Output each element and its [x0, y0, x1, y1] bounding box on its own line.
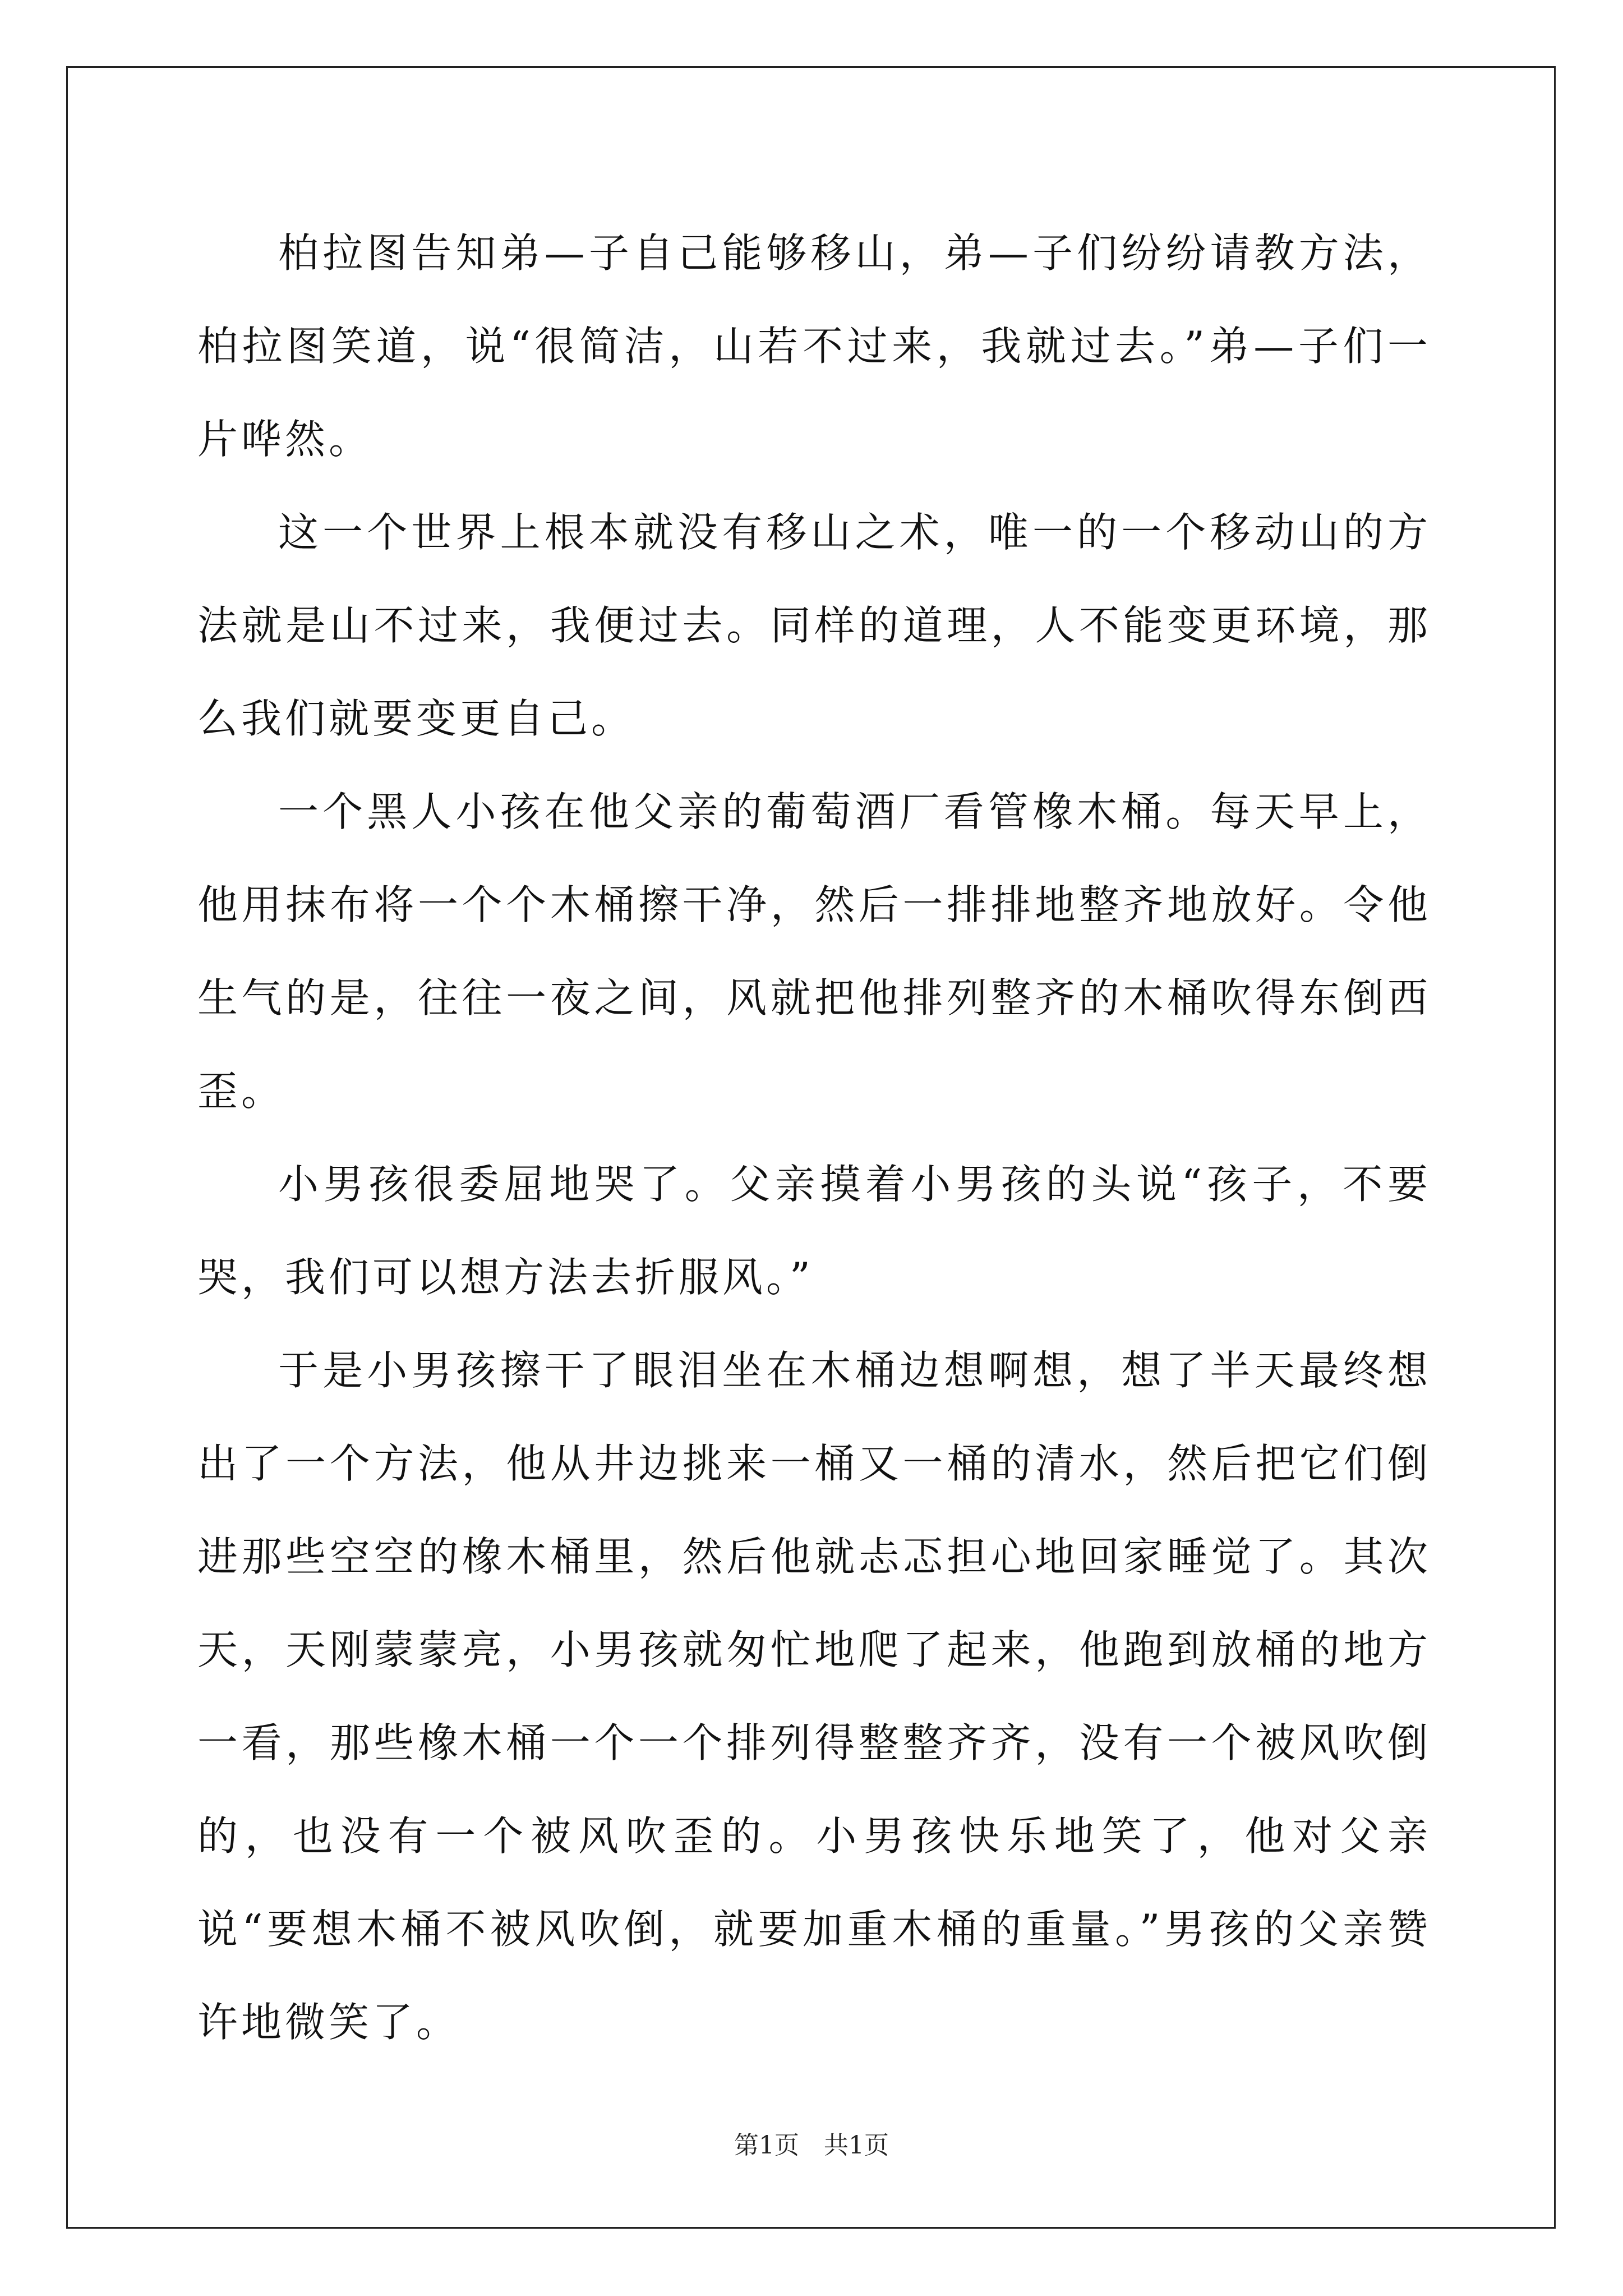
paragraph-3: 一个黑人小孩在他父亲的葡萄酒厂看管橡木桶。每天早上，他用抹布将一个个木桶擦干净，然后一排排地整齐地放好。令他生气的是，往往一夜之间，风就把他排列整齐的木桶吹得东倒西歪。: [197, 788, 1431, 1115]
document-body: [197, 206, 1431, 2069]
paragraph-1: 柏拉图告知弟—子自己能够移山，弟—子们纷纷请教方法，柏拉图笑道，说“很简洁，山若不过来，我就过去。”弟—子们一片哗然。: [197, 229, 1431, 463]
paragraph-5: 于是小男孩擦干了眼泪坐在木桶边想啊想，想了半天最终想出了一个方法，他从井边挑来一桶又一桶的清水，然后把它们倒进那些空空的橡木桶里，然后他就忐忑担心地回家睡觉了。其次天，天刚蒙蒙亮，小男孩就匆忙地爬了起来，他跑到放桶的地方一看，那些橡木桶一个一个排列得整整齐齐，没有一个被风吹倒的，也没有一个被风吹歪的。小男孩快乐地笑了，他对父亲说“要想木桶不被风吹倒，就要加重木桶的重量。”男孩的父亲赞许地微笑了。: [197, 1347, 1431, 2046]
paragraph-2: 这一个世界上根本就没有移山之术，唯一的一个移动山的方法就是山不过来，我便过去。同样的道理，人不能变更环境，那么我们就要变更自己。: [197, 509, 1431, 742]
paragraph-4: 小男孩很委屈地哭了。父亲摸着小男孩的头说“孩子，不要哭，我们可以想方法去折服风。”: [197, 1161, 1431, 1301]
page-number-footer: 第1页 共1页: [734, 2131, 889, 2160]
